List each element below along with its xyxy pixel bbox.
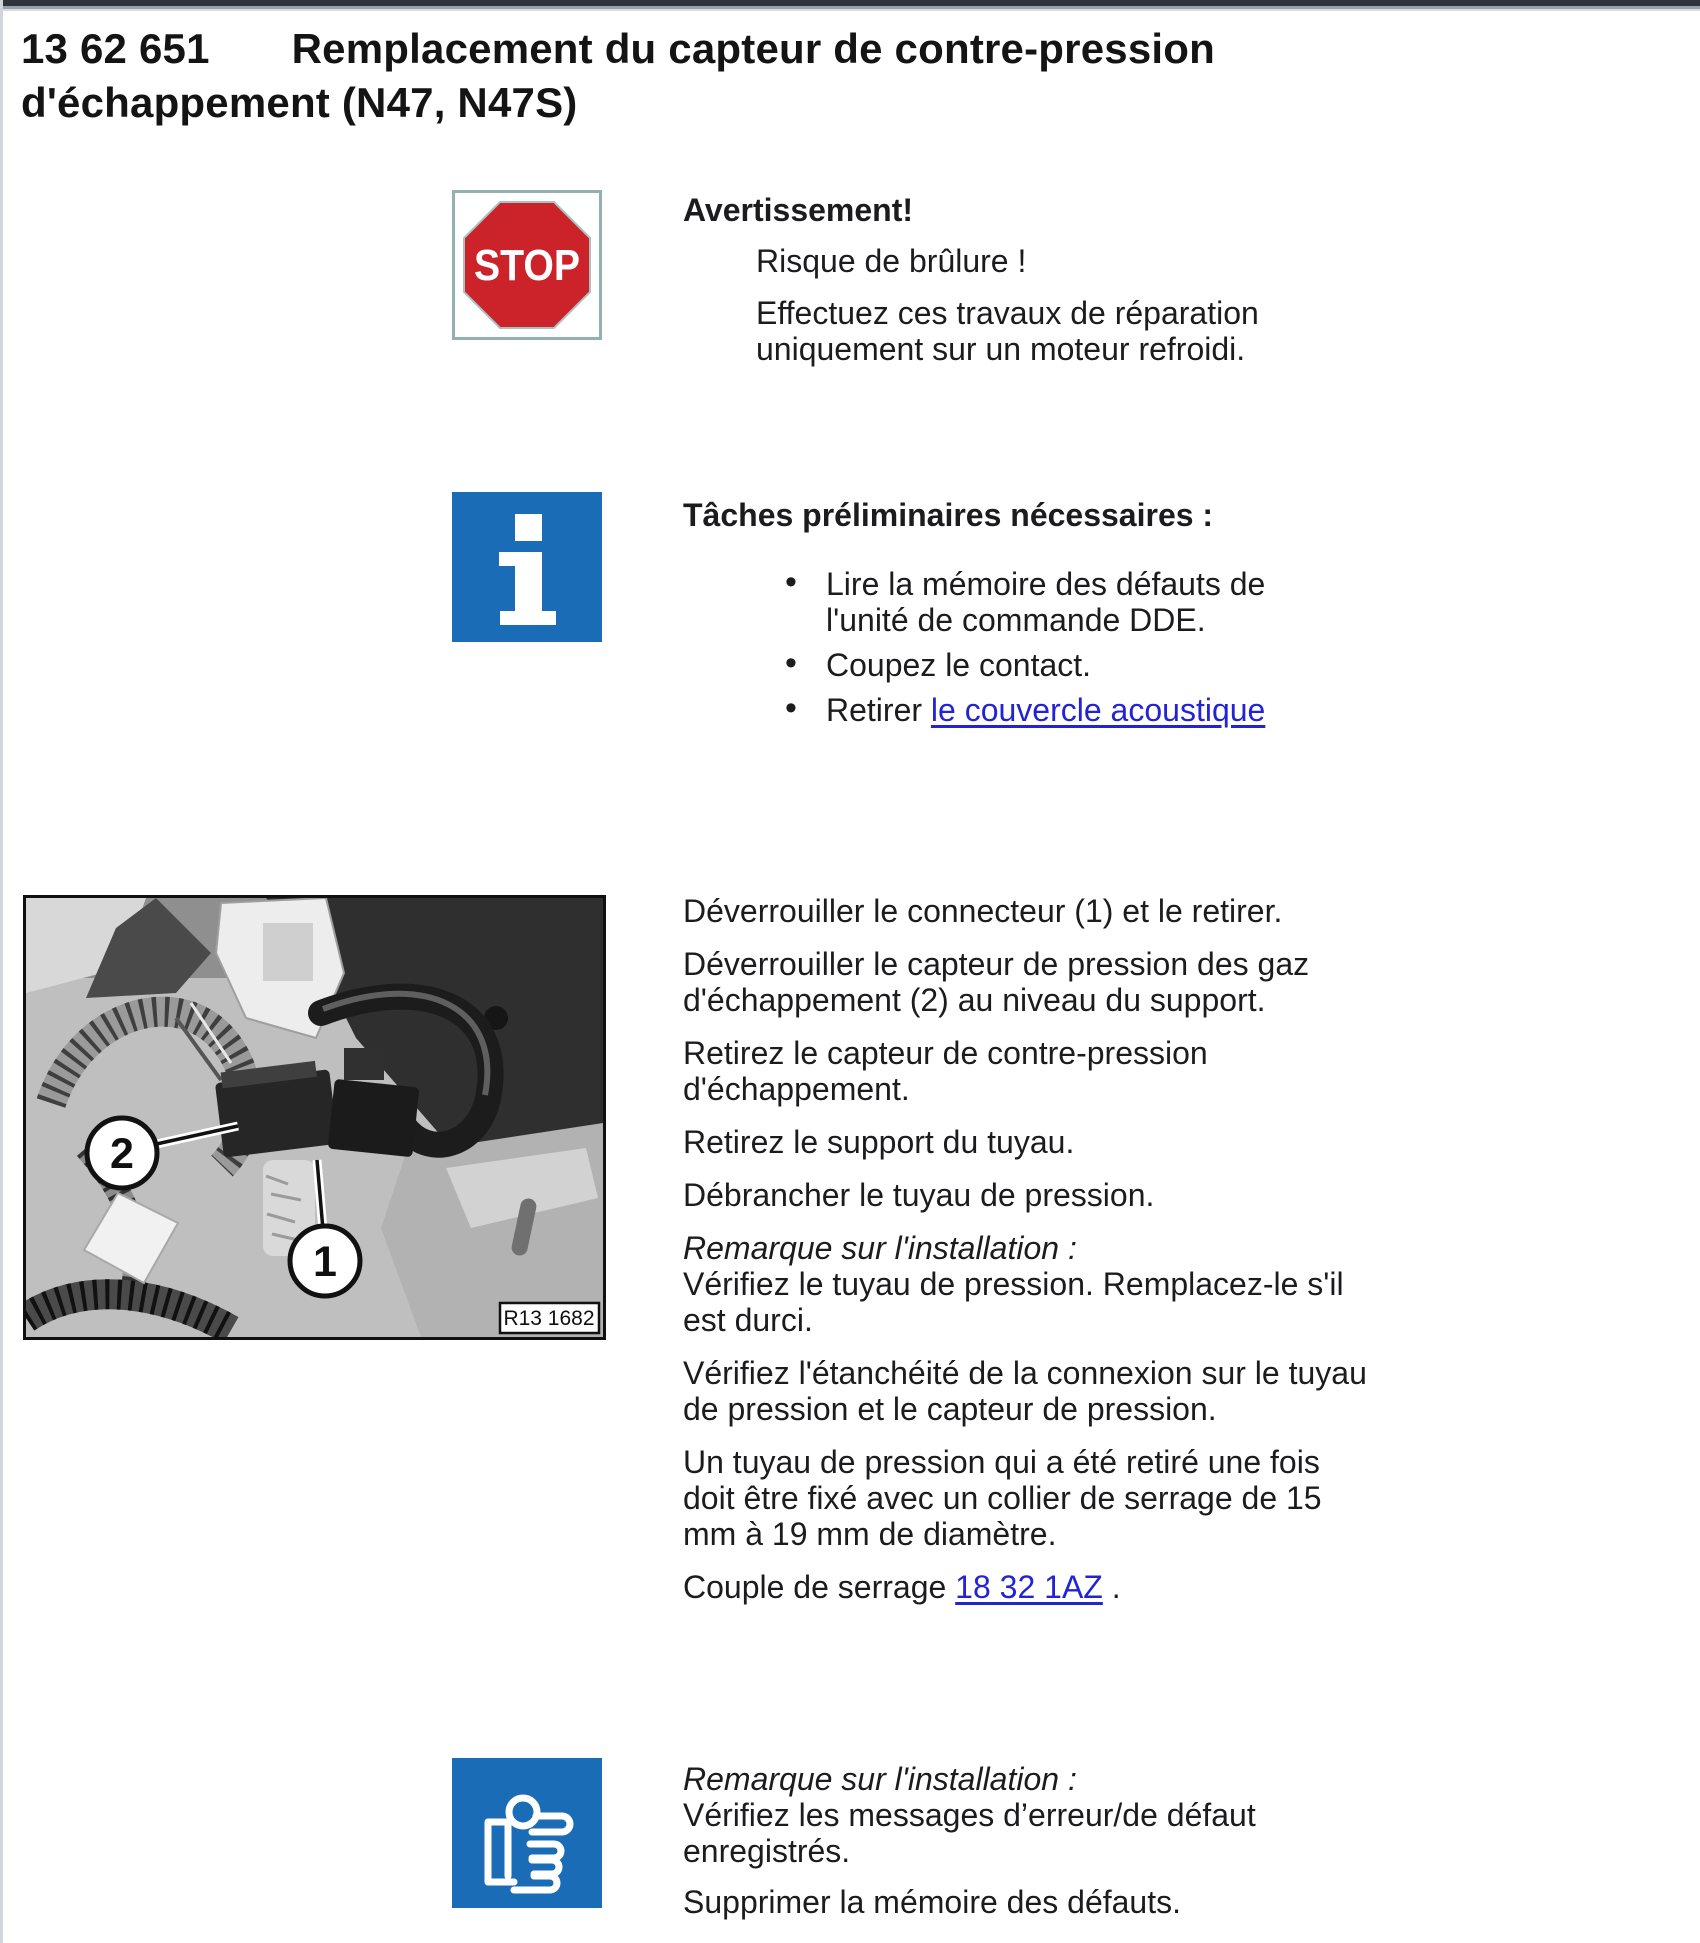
- pointing-hand-icon: [452, 1758, 602, 1908]
- preliminary-list: [785, 566, 1305, 728]
- warning-section: [683, 192, 1303, 383]
- stop-sign-icon: [452, 190, 602, 340]
- bullet-text: Retirer: [826, 692, 931, 728]
- torque-spec-link[interactable]: 18 32 1AZ: [955, 1569, 1103, 1605]
- warning-line: Risque de brûlure !: [756, 243, 1027, 279]
- title-text: Remplacement du capteur de contre-pression d'échappement (N47, N47S): [21, 25, 1215, 126]
- stop-sign-graphic: [452, 190, 602, 340]
- preliminary-heading: Tâches préliminaires nécessaires :: [683, 497, 1214, 533]
- list-item: [785, 566, 1305, 638]
- warning-line: Effectuez ces travaux de réparation uniquement sur un moteur refroidi.: [756, 295, 1259, 367]
- list-item: [785, 647, 1305, 683]
- callout-1: 1: [313, 1238, 337, 1286]
- warning-heading: Avertissement!: [683, 192, 914, 228]
- step-text: Déverrouiller le connecteur (1) et le retirer.: [683, 893, 1283, 929]
- step-text: Déverrouiller le capteur de pression des gaz d'échappement (2) au niveau du support.: [683, 946, 1310, 1018]
- pointing-hand-graphic: [452, 1758, 602, 1908]
- operation-code: 13 62 651: [21, 25, 210, 72]
- torque-suffix: .: [1102, 1569, 1121, 1605]
- callout-2: 2: [110, 1130, 134, 1178]
- preliminary-section: [683, 497, 1323, 737]
- engine-photo-graphic: [26, 898, 603, 1337]
- photo-ref-label: R13 1682: [503, 1307, 595, 1330]
- list-item: [785, 692, 1305, 728]
- steps-section: [683, 893, 1373, 1622]
- window-top-bar: [3, 0, 1700, 9]
- torque-prefix: Couple de serrage: [683, 1569, 956, 1605]
- note-body: Vérifiez les messages d’erreur/de défaut enregistrés.: [683, 1797, 1256, 1869]
- info-icon: [452, 492, 602, 642]
- remark-body: Vérifiez le tuyau de pression. Remplacez-le s'il est durci.: [683, 1266, 1344, 1338]
- step-text: Retirez le capteur de contre-pression d'échappement.: [683, 1035, 1208, 1107]
- remark-label: Remarque sur l'installation :: [683, 1230, 1077, 1266]
- info-icon-graphic: [452, 492, 602, 642]
- step-text: Débrancher le tuyau de pression.: [683, 1177, 1155, 1213]
- page-title: [21, 22, 1281, 130]
- warning-body: [683, 243, 1296, 367]
- engine-photo: [23, 895, 606, 1340]
- installation-remark: [683, 1230, 1373, 1338]
- step-text: Retirez le support du tuyau.: [683, 1124, 1075, 1160]
- acoustic-cover-link[interactable]: le couvercle acoustique: [930, 692, 1266, 728]
- torque-line: [683, 1569, 1373, 1605]
- step-text: Vérifiez l'étanchéité de la connexion sur le tuyau de pression et le capteur de pression.: [683, 1355, 1367, 1427]
- note-section: [683, 1761, 1373, 1935]
- stop-label: STOP: [474, 241, 580, 290]
- note-remark: [683, 1761, 1373, 1869]
- note-label: Remarque sur l'installation :: [683, 1761, 1077, 1797]
- bullet-text: Lire la mémoire des défauts de l'unité de commande DDE.: [826, 566, 1266, 638]
- step-text: Un tuyau de pression qui a été retiré une fois doit être fixé avec un collier de serrage de 15 mm à 19 mm de diamètre.: [683, 1444, 1322, 1552]
- bullet-text: Coupez le contact.: [826, 647, 1092, 683]
- note-body2: Supprimer la mémoire des défauts.: [683, 1884, 1181, 1920]
